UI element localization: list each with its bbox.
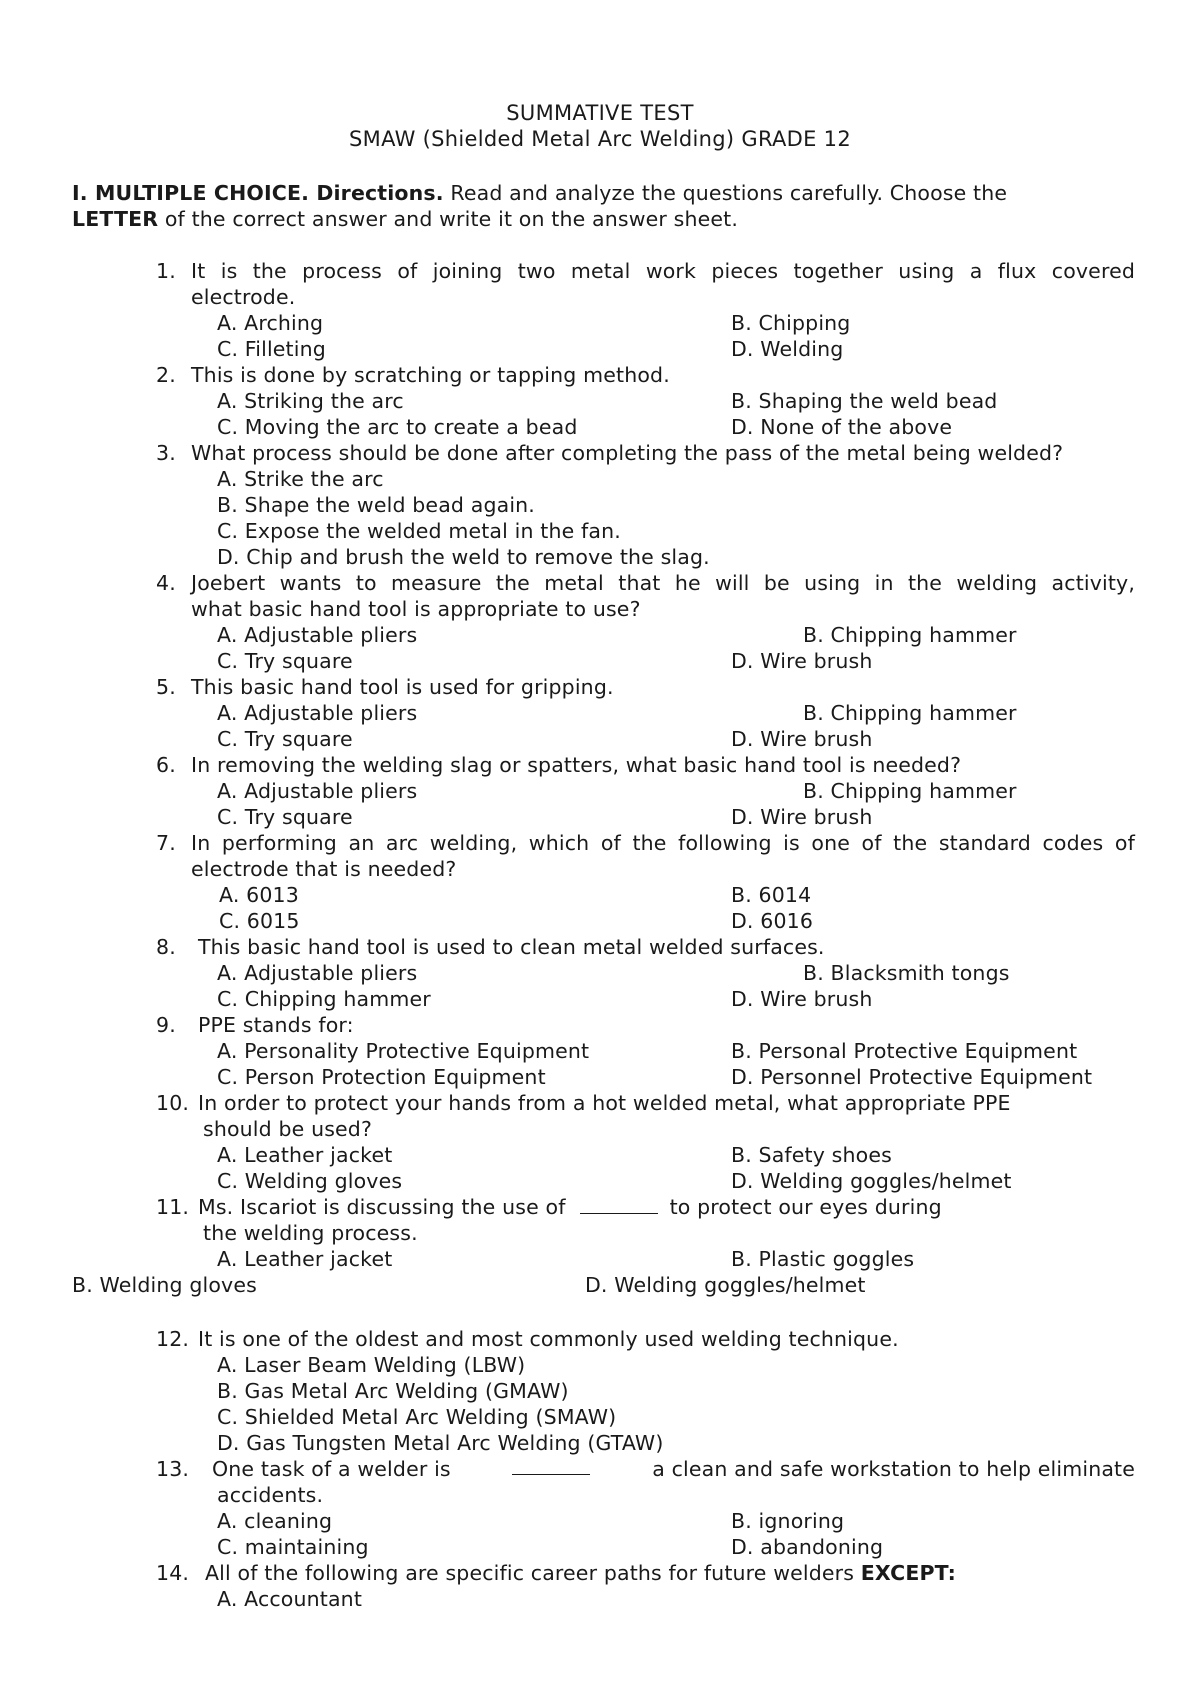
choice-b: B. Shaping the weld bead xyxy=(731,389,998,413)
question-number: 4. xyxy=(156,571,176,595)
question-text xyxy=(198,1194,942,1220)
choice-c: C. Chipping hammer xyxy=(217,987,431,1011)
choice-d: D. Wire brush xyxy=(731,987,873,1011)
question-text-cont: what basic hand tool is appropriate to use? xyxy=(191,597,641,621)
choice-c: C. Person Protection Equipment xyxy=(217,1065,546,1089)
question-text: This is done by scratching or tapping method. xyxy=(191,363,670,387)
directions-line-2 xyxy=(72,206,738,232)
page-title: SUMMATIVE TEST xyxy=(506,101,694,125)
directions-line-1 xyxy=(72,180,1007,206)
choice-b: B. Personal Protective Equipment xyxy=(731,1039,1078,1063)
choice-a: A. Accountant xyxy=(217,1587,363,1611)
question-text: This basic hand tool is used to clean metal welded surfaces. xyxy=(198,935,825,959)
question-text-part-2: to protect our eyes during xyxy=(669,1195,942,1219)
choice-a: A. Laser Beam Welding (LBW) xyxy=(217,1353,526,1377)
question-number: 2. xyxy=(156,363,176,387)
page-subtitle: SMAW (Shielded Metal Arc Welding) GRADE 12 xyxy=(349,127,851,151)
choice-b: B. Safety shoes xyxy=(731,1143,892,1167)
question-text: In order to protect your hands from a hot welded metal, what appropriate PPE xyxy=(198,1091,1011,1115)
choice-b: B. Plastic goggles xyxy=(731,1247,915,1271)
question-number: 11. xyxy=(156,1195,190,1219)
choice-c: C. Try square xyxy=(217,649,353,673)
question-text: This basic hand tool is used for gripping. xyxy=(191,675,614,699)
choice-c: C. Moving the arc to create a bead xyxy=(217,415,578,439)
question-text: PPE stands for: xyxy=(198,1013,354,1037)
choice-c: C. Shielded Metal Arc Welding (SMAW) xyxy=(217,1405,617,1429)
question-text: It is one of the oldest and most commonly used welding technique. xyxy=(198,1327,899,1351)
answer-blank xyxy=(512,1456,590,1475)
question-text: In removing the welding slag or spatters, what basic hand tool is needed? xyxy=(191,753,962,777)
choice-b: B. Blacksmith tongs xyxy=(803,961,1010,985)
question-text: Joebert wants to measure the metal that he will be using in the welding activity, xyxy=(191,571,1135,595)
choice-c: C. Try square xyxy=(217,727,353,751)
question-text: It is the process of joining two metal work pieces together using a flux covered xyxy=(191,259,1135,283)
question-text-part-2: a clean and safe workstation to help eliminate xyxy=(652,1457,1135,1481)
question-number: 7. xyxy=(156,831,176,855)
choice-a: A. Adjustable pliers xyxy=(217,701,418,725)
letter-word: LETTER xyxy=(72,207,159,231)
directions-text-2: of the correct answer and write it on the answer sheet. xyxy=(158,207,739,231)
question-text-cont: electrode that is needed? xyxy=(191,857,457,881)
choice-c: B. Welding gloves xyxy=(72,1273,257,1297)
choice-a: A. Arching xyxy=(217,311,324,335)
choice-a: A. Adjustable pliers xyxy=(217,623,418,647)
choice-d: D. Gas Tungsten Metal Arc Welding (GTAW) xyxy=(217,1431,664,1455)
choice-a: A. Adjustable pliers xyxy=(217,779,418,803)
choice-b: B. Chipping hammer xyxy=(803,779,1017,803)
question-text-part-1: One task of a welder is xyxy=(212,1457,451,1481)
choice-a: A. 6013 xyxy=(219,883,299,907)
question-text-main: All of the following are specific career paths for future welders xyxy=(205,1561,855,1585)
choice-b: B. 6014 xyxy=(731,883,812,907)
choice-c: C. Try square xyxy=(217,805,353,829)
choice-a: A. Striking the arc xyxy=(217,389,404,413)
question-text-part-1: Ms. Iscariot is discussing the use of xyxy=(198,1195,566,1219)
choice-d: D. Personnel Protective Equipment xyxy=(731,1065,1093,1089)
choice-d: D. Wire brush xyxy=(731,805,873,829)
choice-a: A. Adjustable pliers xyxy=(217,961,418,985)
answer-blank xyxy=(580,1195,658,1214)
question-number: 3. xyxy=(156,441,176,465)
choice-d: D. Welding goggles/helmet xyxy=(585,1273,866,1297)
question-text-cont: the welding process. xyxy=(203,1221,418,1245)
choice-d: D. Wire brush xyxy=(731,727,873,751)
choice-a: A. Leather jacket xyxy=(217,1247,393,1271)
choice-b: B. Chipping xyxy=(731,311,851,335)
except-label: EXCEPT: xyxy=(860,1561,957,1585)
question-text-cont: should be used? xyxy=(203,1117,373,1141)
question-text: In performing an arc welding, which of the following is one of the standard codes of xyxy=(191,831,1135,855)
choice-c: C. 6015 xyxy=(219,909,300,933)
choice-c: C. Expose the welded metal in the fan. xyxy=(217,519,621,543)
choice-c: C. Filleting xyxy=(217,337,326,361)
choice-b: B. Shape the weld bead again. xyxy=(217,493,535,517)
choice-b: B. Chipping hammer xyxy=(803,623,1017,647)
choice-d: D. abandoning xyxy=(731,1535,884,1559)
question-text: What process should be done after completing the pass of the metal being welded? xyxy=(191,441,1064,465)
choice-c: C. Welding gloves xyxy=(217,1169,403,1193)
choice-b: B. Gas Metal Arc Welding (GMAW) xyxy=(217,1379,569,1403)
section-heading: I. MULTIPLE CHOICE. Directions. xyxy=(72,181,444,205)
choice-d: D. Wire brush xyxy=(731,649,873,673)
choice-c: C. maintaining xyxy=(217,1535,369,1559)
choice-a: A. Strike the arc xyxy=(217,467,384,491)
question-number: 9. xyxy=(156,1013,176,1037)
choice-d: D. Welding xyxy=(731,337,844,361)
question-text xyxy=(205,1560,956,1586)
question-number: 6. xyxy=(156,753,176,777)
choice-d: D. Chip and brush the weld to remove the slag. xyxy=(217,545,710,569)
choice-a: A. cleaning xyxy=(217,1509,333,1533)
choice-d: D. Welding goggles/helmet xyxy=(731,1169,1012,1193)
question-number: 14. xyxy=(156,1561,190,1585)
question-number: 10. xyxy=(156,1091,190,1115)
question-number: 12. xyxy=(156,1327,190,1351)
question-number: 8. xyxy=(156,935,176,959)
choice-d: D. 6016 xyxy=(731,909,814,933)
question-text xyxy=(212,1456,1135,1482)
choice-b: B. Chipping hammer xyxy=(803,701,1017,725)
question-text-cont: accidents. xyxy=(217,1483,324,1507)
choice-a: A. Personality Protective Equipment xyxy=(217,1039,590,1063)
question-number: 1. xyxy=(156,259,176,283)
directions-text-1: Read and analyze the questions carefully. Choose the xyxy=(443,181,1008,205)
choice-d: D. None of the above xyxy=(731,415,953,439)
question-number: 13. xyxy=(156,1457,190,1481)
question-number: 5. xyxy=(156,675,176,699)
choice-a: A. Leather jacket xyxy=(217,1143,393,1167)
choice-b: B. ignoring xyxy=(731,1509,845,1533)
question-text-cont: electrode. xyxy=(191,285,296,309)
